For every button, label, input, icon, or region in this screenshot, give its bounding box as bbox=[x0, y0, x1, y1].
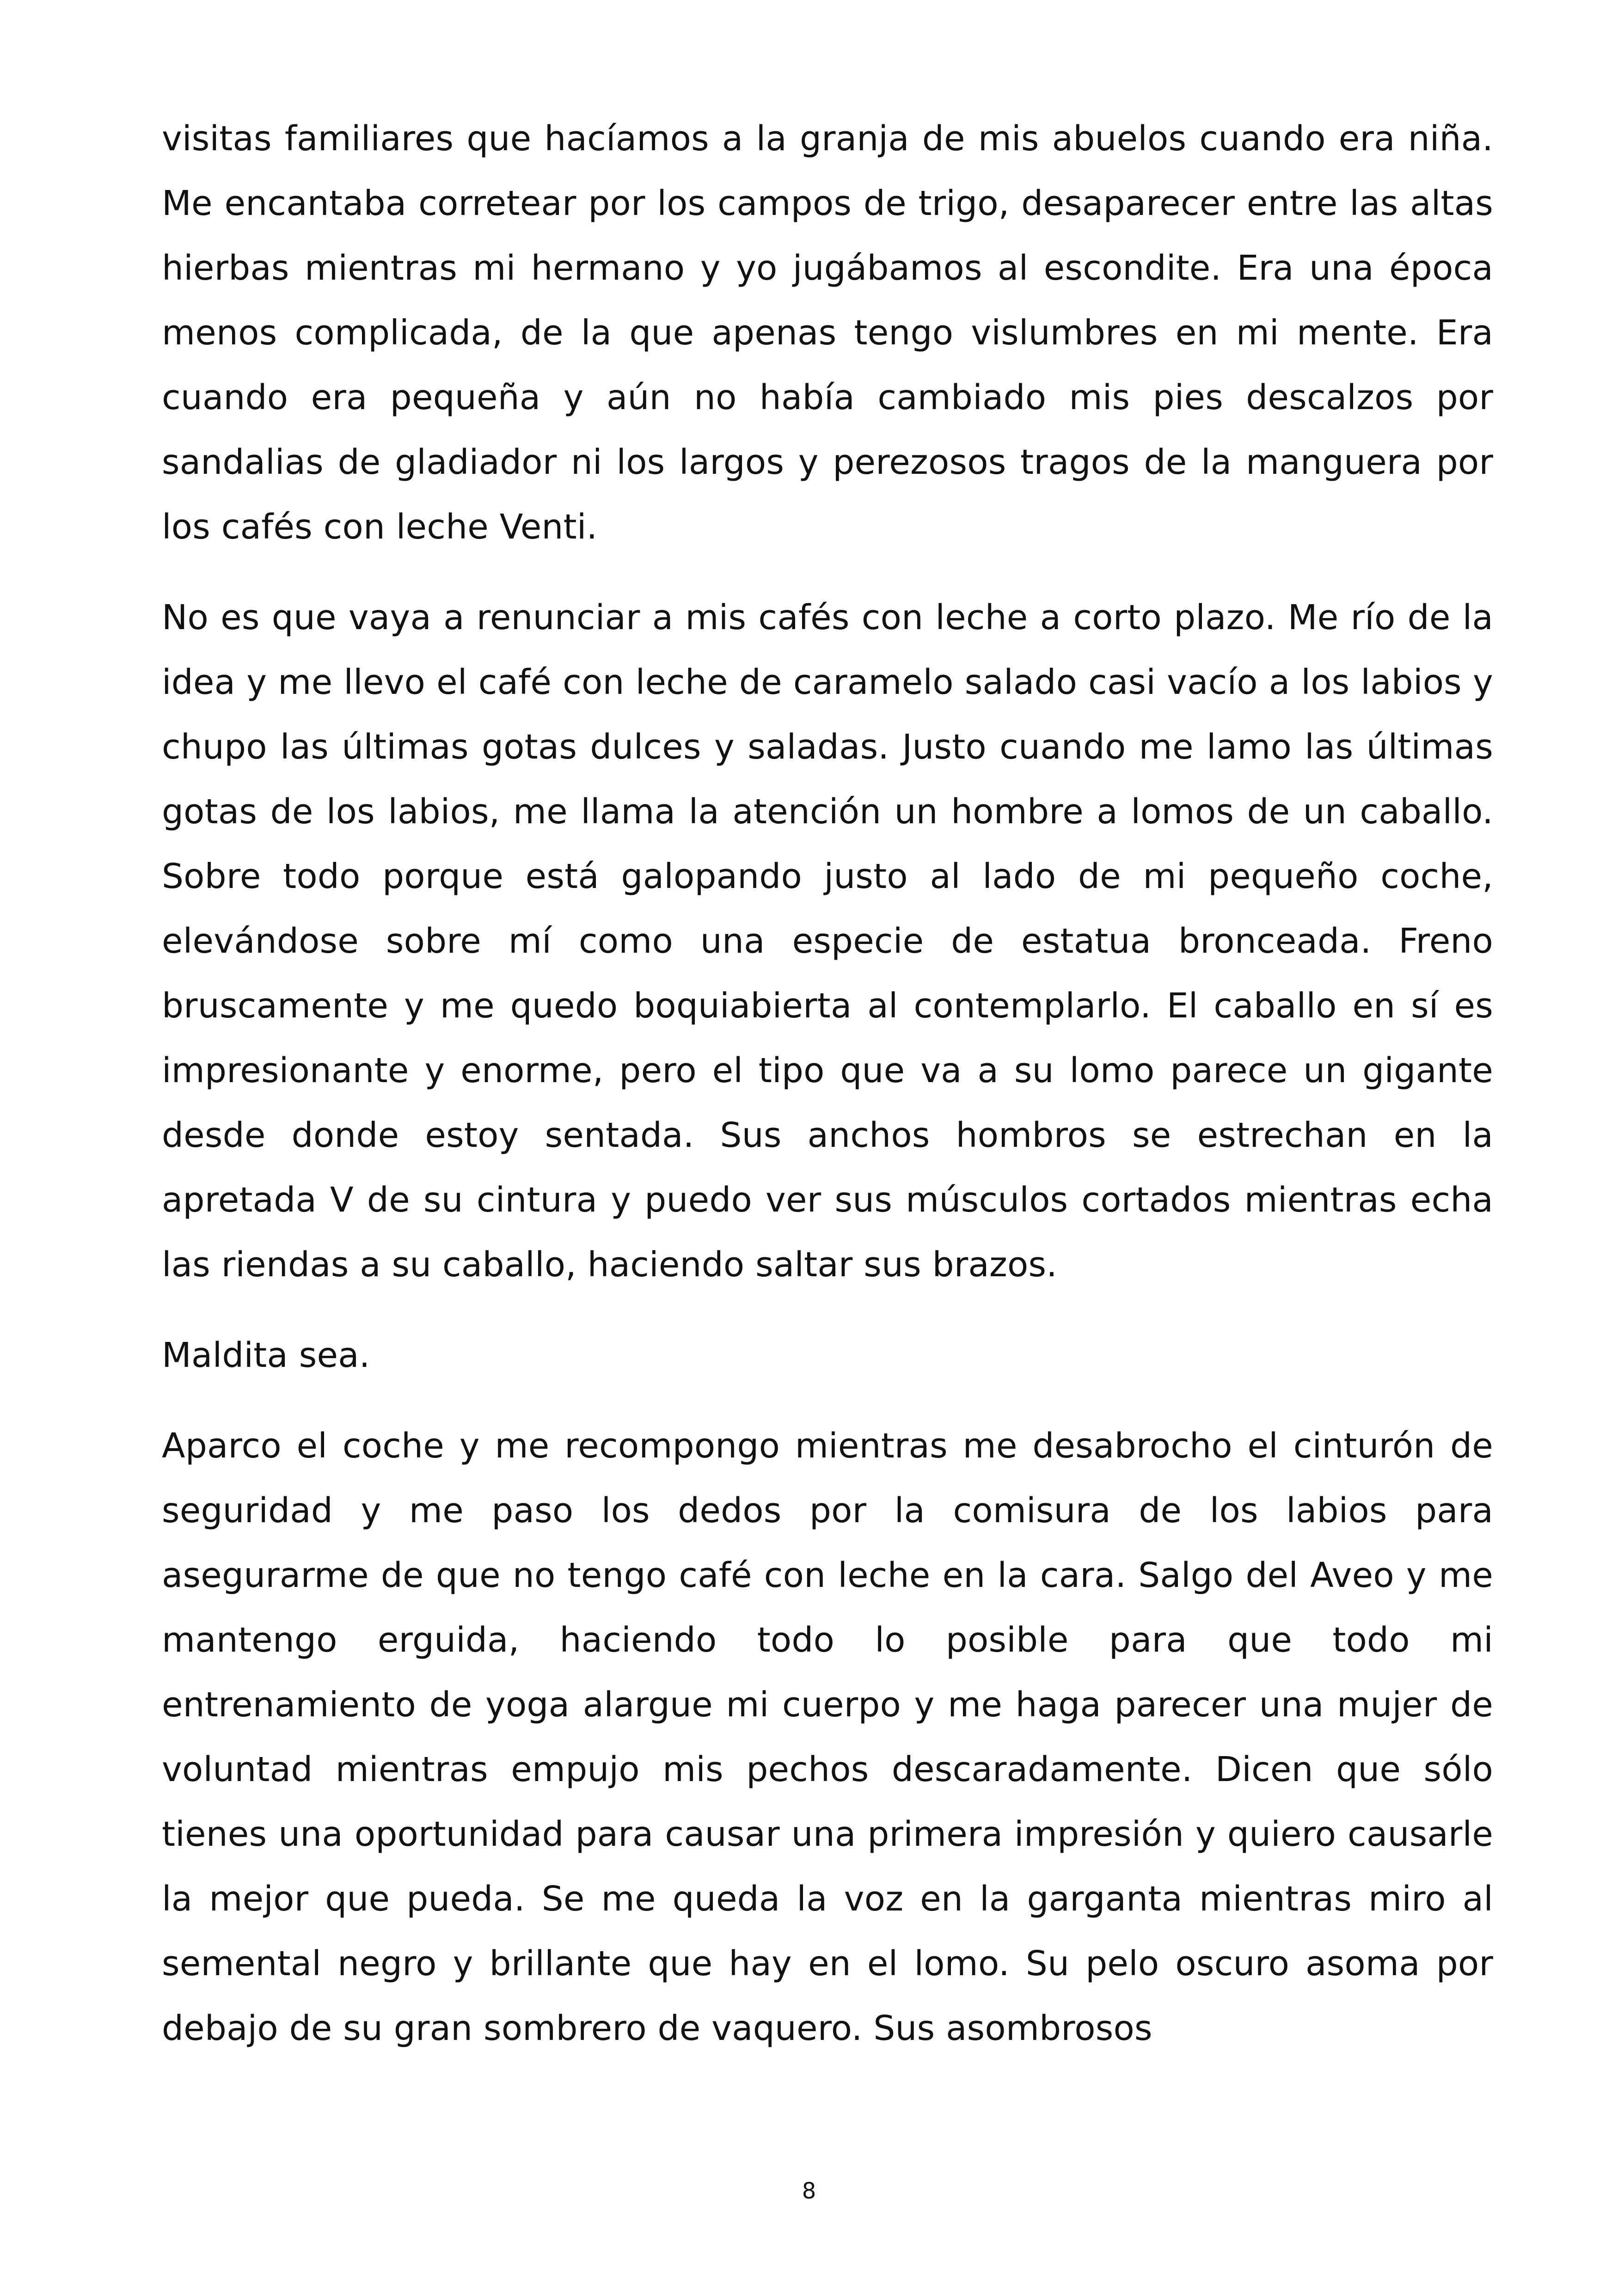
paragraph-3: Maldita sea. bbox=[162, 1335, 370, 1375]
paragraph-2: No es que vaya a renunciar a mis cafés con leche a corto plazo. Me río de la idea y me llevo el café con leche de caramelo salado casi vacío a los labios y chupo las últimas gotas dulces y saladas. Justo cuando me lamo las últimas gotas de los labios, me llama la atención un hombre a lomos de un caballo. Sobre todo porque está galopando justo al lado de mi pequeño coche, elevándose sobre mí como una especie de estatua bronceada. Freno bruscamente y me quedo boquiabierta al contemplarlo. El caballo en sí es impresionante y enorme, pero el tipo que va a su lomo parece un gigante desde donde estoy sentada. Sus anchos hombros se estrechan en la apretada V de su cintura y puedo ver sus músculos cortados mientras echa las riendas a su caballo, haciendo saltar sus brazos. bbox=[162, 598, 1493, 1285]
page-number: 8 bbox=[802, 2178, 816, 2204]
body-text bbox=[162, 106, 1493, 2087]
paragraph-1: visitas familiares que hacíamos a la granja de mis abuelos cuando era niña. Me encantaba corretear por los campos de trigo, desaparecer entre las altas hierbas mientras mi hermano y yo jugábamos al escondite. Era una época menos complicada, de la que apenas tengo vislumbres en mi mente. Era cuando era pequeña y aún no había cambiado mis pies descalzos por sandalias de gladiador ni los largos y perezosos tragos de la manguera por los cafés con leche Venti. bbox=[162, 119, 1493, 547]
paragraph-4: Aparco el coche y me recompongo mientras me desabrocho el cinturón de seguridad y me paso los dedos por la comisura de los labios para asegurarme de que no tengo café con leche en la cara. Salgo del Aveo y me mantengo erguida, haciendo todo lo posible para que todo mi entrenamiento de yoga alargue mi cuerpo y me haga parecer una mujer de voluntad mientras empujo mis pechos descaradamente. Dicen que sólo tienes una oportunidad para causar una primera impresión y quiero causarle la mejor que pueda. Se me queda la voz en la garganta mientras miro al semental negro y brillante que hay en el lomo. Su pelo oscuro asoma por debajo de su gran sombrero de vaquero. Sus asombrosos bbox=[162, 1426, 1493, 2048]
